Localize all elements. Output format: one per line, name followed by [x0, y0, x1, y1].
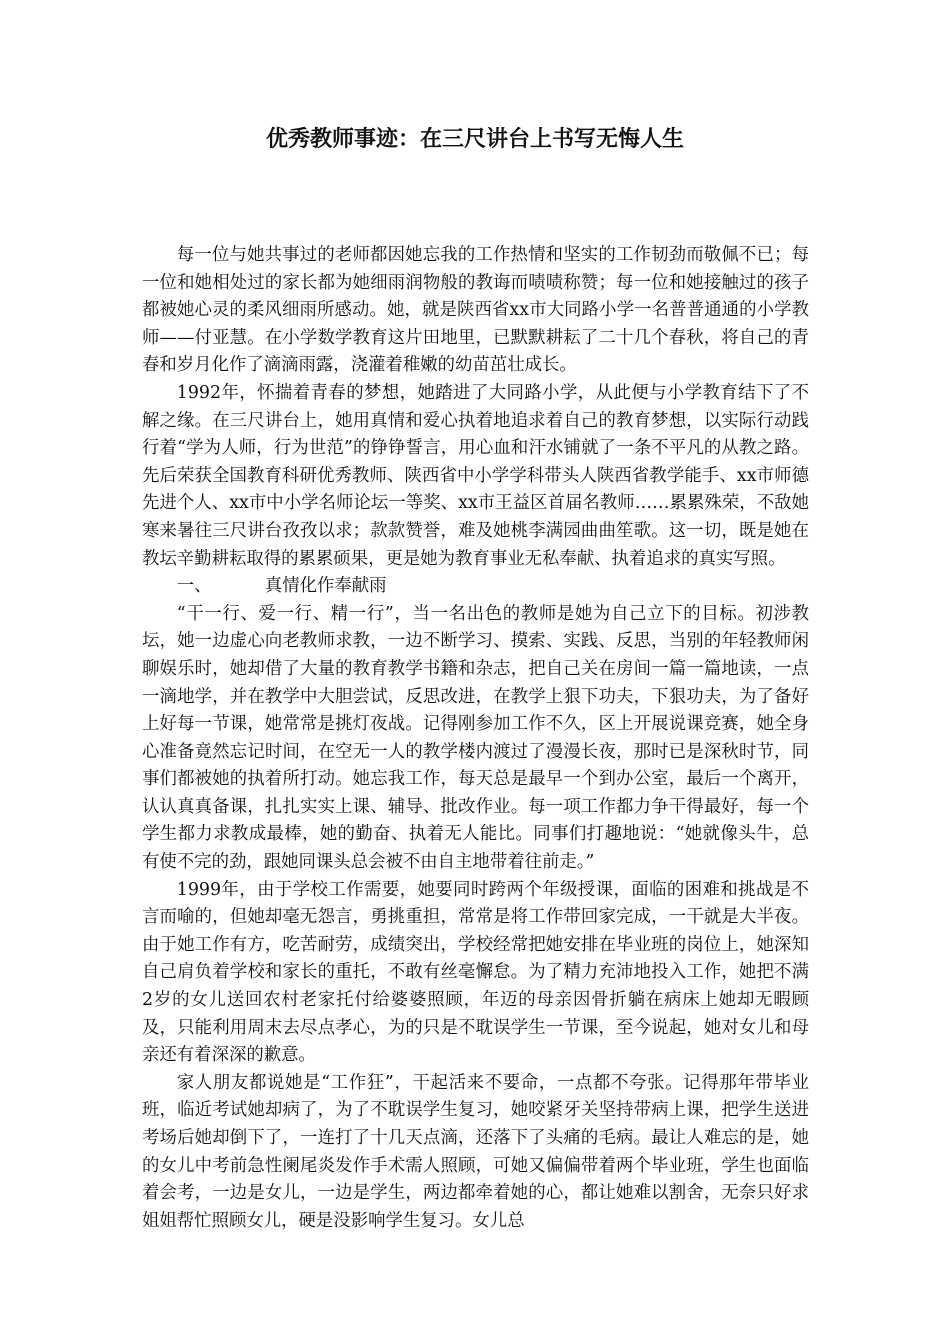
section-heading-number: 一、	[176, 576, 212, 597]
section-heading	[142, 573, 809, 601]
paragraph-motto: “干一行、爱一行、精一行”，当一名出色的教师是她为自己立下的目标。初涉教坛，她一边虚心向老教师求教，一边不断学习、摸索、实践、反思，当别的年轻教师闲聊娱乐时，她却借了大量的教育教学书籍和杂志，把自己关在房间一篇一篇地读，一点一滴地学，并在教学中大胆尝试，反思改进，在教学上狠下功夫，下狠功夫，为了备好上好每一节课，她常常是挑灯夜战。记得刚参加工作不久，区上开展说课竞赛，她全身心准备竟然忘记时间，在空无一人的教学楼内渡过了漫漫长夜，那时已是深秋时节，同事们都被她的执着所打动。她忘我工作，每天总是最早一个到办公室，最后一个离开，认认真真备课，扎扎实实上课、辅导、批改作业。每一项工作都力争干得最好，每一个学生都力求教成最棒，她的勤奋、执着无人能比。同事们打趣地说：“她就像头牛，总有使不完的劲，跟她同课头总会被不由自主地带着往前走。”	[142, 603, 809, 873]
paragraph-intro: 每一位与她共事过的老师都因她忘我的工作热情和坚实的工作韧劲而敬佩不已；每一位和她相处过的家长都为她细雨润物般的教诲而啧啧称赞；每一位和她接触过的孩子都被她心灵的柔风细雨所感动。她，就是陕西省xx市大同路小学一名普普通通的小学教师——付亚慧。在小学数学教育这片田地里，已默默耕耘了二十几个春秋，将自己的青春和岁月化作了滴滴雨露，浇灌着稚嫩的幼苗茁壮成长。	[142, 245, 809, 376]
paragraph-family: 家人朋友都说她是“工作狂”，干起活来不要命，一点都不夸张。记得那年带毕业班，临近考试她却病了，为了不耽误学生复习，她咬紧牙关坚持带病上课，把学生送进考场后她却倒下了，一连打了十几天点滴，还落下了头痛的毛病。最让人难忘的是，她的女儿中考前急性阑尾炎发作手术需人照顾，可她又偏偏带着两个毕业班，学生也面临着会考，一边是女儿，一边是学生，两边都牵着她的心，都让她难以割舍，无奈只好求姐姐帮忙照顾女儿，硬是没影响学生复习。女儿总	[142, 1072, 809, 1231]
paragraph-1992: 1992年，怀揣着青春的梦想，她踏进了大同路小学，从此便与小学教育结下了不解之缘。在三尺讲台上，她用真情和爱心执着地追求着自己的教育梦想，以实际行动践行着“学为人师，行为世范”的铮铮誓言，用心血和汗水铺就了一条不平凡的从教之路。先后荣获全国教育科研优秀教师、陕西省中小学学科带头人陕西省教学能手、xx市师德先进个人、xx市中小学名师论坛一等奖、xx市王益区首届名教师……累累殊荣，不敌她寒来暑往三尺讲台孜孜以求；款款赞誉，难及她桃李满园曲曲笙歌。这一切，既是她在教坛辛勤耕耘取得的累累硕果，更是她为教育事业无私奉献、执着追求的真实写照。	[142, 382, 809, 569]
section-heading-text: 真情化作奉献雨	[264, 576, 387, 597]
document-body	[142, 242, 809, 1235]
paragraph-1999: 1999年，由于学校工作需要，她要同时跨两个年级授课，面临的困难和挑战是不言而喻的，但她却毫无怨言，勇挑重担，常常是将工作带回家完成，一干就是大半夜。由于她工作有方，吃苦耐劳，成绩突出，学校经常把她安排在毕业班的岗位上，她深知自己肩负着学校和家长的重托，不敢有丝毫懈怠。为了精力充沛地投入工作，她把不满2岁的女儿送回农村老家托付给婆婆照顾，年迈的母亲因骨折躺在病床上她却无暇顾及，只能利用周末去尽点孝心，为的只是不耽误学生一节课，至今说起，她对女儿和母亲还有着深深的歉意。	[142, 879, 809, 1066]
document-title: 优秀教师事迹：在三尺讲台上书写无悔人生	[265, 126, 684, 152]
